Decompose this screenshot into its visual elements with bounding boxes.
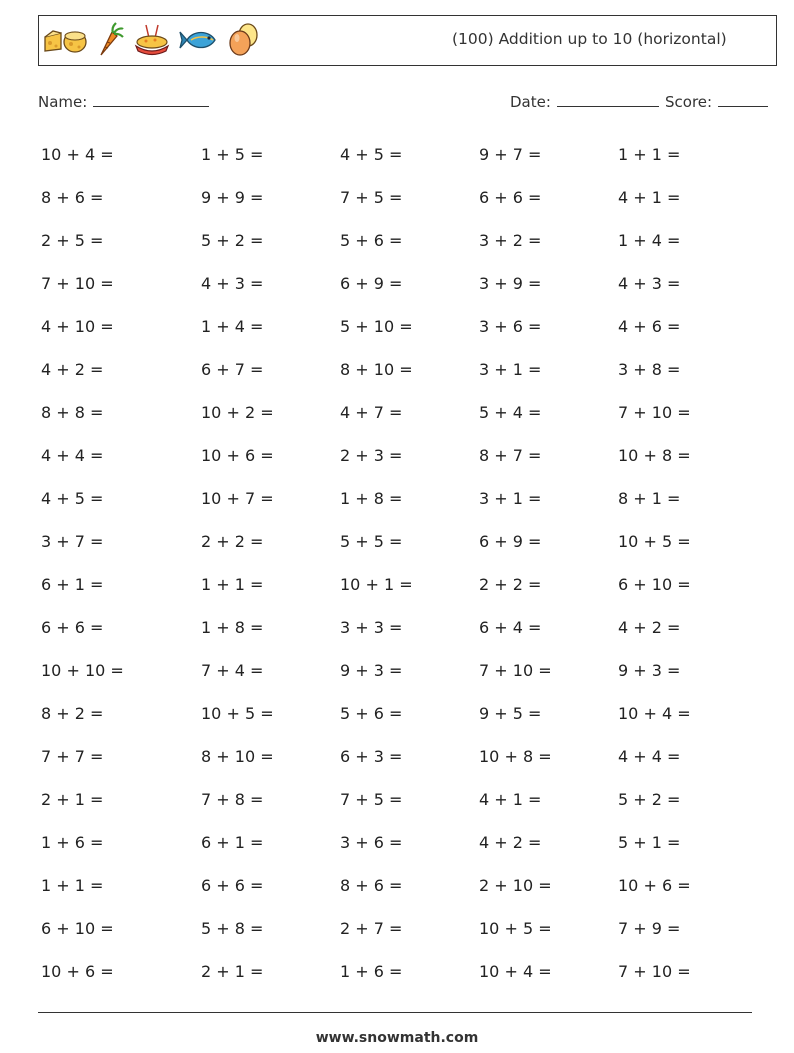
- problem-item: 2 + 1 =: [201, 962, 264, 981]
- problem-item: 4 + 2 =: [479, 833, 542, 852]
- problem-item: 10 + 6 =: [201, 446, 274, 465]
- problem-item: 1 + 8 =: [340, 489, 403, 508]
- problem-item: 2 + 1 =: [41, 790, 104, 809]
- problem-item: 4 + 2 =: [618, 618, 681, 637]
- problem-item: 4 + 4 =: [41, 446, 104, 465]
- problem-item: 4 + 2 =: [41, 360, 104, 379]
- problem-item: 7 + 4 =: [201, 661, 264, 680]
- problem-item: 4 + 6 =: [618, 317, 681, 336]
- worksheet-title: (100) Addition up to 10 (horizontal): [452, 30, 727, 48]
- footer-divider: [38, 1012, 752, 1013]
- name-field[interactable]: [38, 92, 209, 111]
- cheese-icon: [43, 25, 87, 59]
- problem-item: 10 + 5 =: [201, 704, 274, 723]
- carrot-icon: [95, 22, 125, 62]
- problem-item: 8 + 1 =: [618, 489, 681, 508]
- problem-item: 6 + 6 =: [479, 188, 542, 207]
- problem-item: 8 + 10 =: [201, 747, 274, 766]
- problem-item: 5 + 2 =: [201, 231, 264, 250]
- problem-item: 10 + 7 =: [201, 489, 274, 508]
- problem-item: 2 + 2 =: [201, 532, 264, 551]
- problem-item: 10 + 4 =: [479, 962, 552, 981]
- problem-item: 10 + 10 =: [41, 661, 124, 680]
- problem-item: 7 + 8 =: [201, 790, 264, 809]
- problem-item: 5 + 5 =: [340, 532, 403, 551]
- problem-item: 1 + 6 =: [41, 833, 104, 852]
- problem-item: 3 + 3 =: [340, 618, 403, 637]
- problem-item: 6 + 3 =: [340, 747, 403, 766]
- score-blank[interactable]: [718, 92, 768, 107]
- problem-item: 9 + 7 =: [479, 145, 542, 164]
- problem-item: 5 + 10 =: [340, 317, 413, 336]
- problem-item: 3 + 8 =: [618, 360, 681, 379]
- egg-icon: [227, 23, 261, 61]
- problem-item: 6 + 1 =: [41, 575, 104, 594]
- problem-item: 10 + 6 =: [41, 962, 114, 981]
- problem-item: 8 + 2 =: [41, 704, 104, 723]
- problem-item: 1 + 1 =: [41, 876, 104, 895]
- fish-icon: [179, 27, 219, 57]
- problem-item: 10 + 2 =: [201, 403, 274, 422]
- problem-item: 3 + 2 =: [479, 231, 542, 250]
- name-label: Name:: [38, 93, 88, 111]
- date-field[interactable]: [510, 92, 659, 111]
- problem-item: 2 + 5 =: [41, 231, 104, 250]
- problem-item: 8 + 8 =: [41, 403, 104, 422]
- problem-item: 7 + 5 =: [340, 188, 403, 207]
- problem-item: 7 + 10 =: [618, 962, 691, 981]
- footer-url: www.snowmath.com: [315, 1030, 479, 1046]
- problem-item: 10 + 4 =: [618, 704, 691, 723]
- problem-item: 3 + 6 =: [479, 317, 542, 336]
- problem-item: 5 + 6 =: [340, 231, 403, 250]
- problem-item: 9 + 3 =: [340, 661, 403, 680]
- date-label: Date:: [510, 93, 551, 111]
- problem-item: 8 + 6 =: [41, 188, 104, 207]
- problem-item: 4 + 3 =: [618, 274, 681, 293]
- problem-item: 9 + 5 =: [479, 704, 542, 723]
- problem-item: 4 + 1 =: [618, 188, 681, 207]
- problem-item: 7 + 5 =: [340, 790, 403, 809]
- problem-item: 3 + 1 =: [479, 489, 542, 508]
- problem-item: 1 + 1 =: [201, 575, 264, 594]
- problem-item: 5 + 2 =: [618, 790, 681, 809]
- problem-item: 10 + 5 =: [479, 919, 552, 938]
- problem-item: 10 + 8 =: [618, 446, 691, 465]
- problem-item: 4 + 5 =: [41, 489, 104, 508]
- pudding-icon: [133, 22, 171, 62]
- problem-item: 1 + 5 =: [201, 145, 264, 164]
- problem-item: 8 + 7 =: [479, 446, 542, 465]
- problem-item: 9 + 3 =: [618, 661, 681, 680]
- problem-item: 5 + 6 =: [340, 704, 403, 723]
- header-icons: [43, 23, 269, 61]
- problem-item: 10 + 8 =: [479, 747, 552, 766]
- problem-item: 7 + 10 =: [479, 661, 552, 680]
- problem-item: 6 + 4 =: [479, 618, 542, 637]
- score-label: Score:: [665, 93, 713, 111]
- problem-item: 10 + 6 =: [618, 876, 691, 895]
- date-blank[interactable]: [557, 92, 659, 107]
- problem-item: 1 + 8 =: [201, 618, 264, 637]
- problem-item: 9 + 9 =: [201, 188, 264, 207]
- problem-item: 5 + 1 =: [618, 833, 681, 852]
- problem-item: 8 + 6 =: [340, 876, 403, 895]
- problem-item: 3 + 9 =: [479, 274, 542, 293]
- problem-item: 7 + 7 =: [41, 747, 104, 766]
- problem-item: 6 + 10 =: [41, 919, 114, 938]
- problem-item: 1 + 4 =: [201, 317, 264, 336]
- problem-item: 3 + 1 =: [479, 360, 542, 379]
- problem-item: 2 + 2 =: [479, 575, 542, 594]
- problem-item: 1 + 4 =: [618, 231, 681, 250]
- problem-item: 8 + 10 =: [340, 360, 413, 379]
- problem-item: 4 + 7 =: [340, 403, 403, 422]
- problem-item: 6 + 10 =: [618, 575, 691, 594]
- problem-item: 5 + 8 =: [201, 919, 264, 938]
- problem-item: 10 + 5 =: [618, 532, 691, 551]
- problem-item: 10 + 1 =: [340, 575, 413, 594]
- problem-item: 7 + 9 =: [618, 919, 681, 938]
- problem-item: 2 + 7 =: [340, 919, 403, 938]
- problem-item: 6 + 1 =: [201, 833, 264, 852]
- problem-item: 6 + 9 =: [340, 274, 403, 293]
- problem-item: 6 + 9 =: [479, 532, 542, 551]
- problem-item: 6 + 6 =: [41, 618, 104, 637]
- problem-item: 3 + 7 =: [41, 532, 104, 551]
- problem-item: 4 + 1 =: [479, 790, 542, 809]
- problem-item: 5 + 4 =: [479, 403, 542, 422]
- problem-item: 7 + 10 =: [41, 274, 114, 293]
- problem-item: 4 + 4 =: [618, 747, 681, 766]
- problem-item: 7 + 10 =: [618, 403, 691, 422]
- name-blank[interactable]: [93, 92, 209, 107]
- problem-item: 3 + 6 =: [340, 833, 403, 852]
- worksheet-header: [38, 15, 777, 66]
- problem-item: 4 + 3 =: [201, 274, 264, 293]
- problem-item: 4 + 10 =: [41, 317, 114, 336]
- problem-item: 10 + 4 =: [41, 145, 114, 164]
- problem-item: 2 + 3 =: [340, 446, 403, 465]
- problem-item: 2 + 10 =: [479, 876, 552, 895]
- score-field[interactable]: [665, 92, 768, 111]
- problem-item: 1 + 1 =: [618, 145, 681, 164]
- problem-item: 6 + 7 =: [201, 360, 264, 379]
- problem-item: 1 + 6 =: [340, 962, 403, 981]
- problem-item: 6 + 6 =: [201, 876, 264, 895]
- problem-item: 4 + 5 =: [340, 145, 403, 164]
